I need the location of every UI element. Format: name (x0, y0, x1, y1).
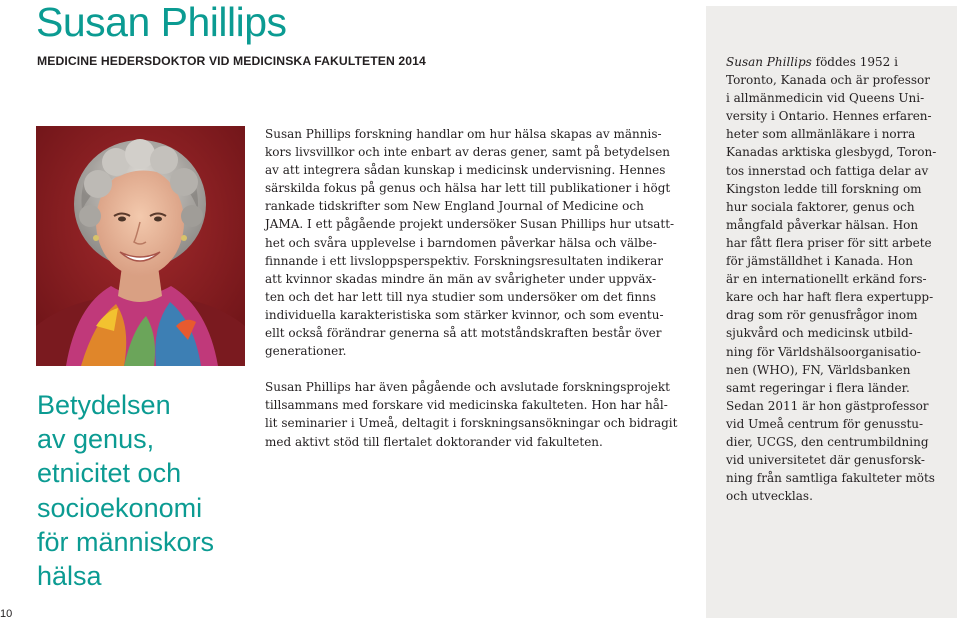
paragraph-spacer (265, 360, 673, 378)
text-line: lit seminarier i Umeå, deltagit i forskningsansökningar och bidragit (265, 416, 678, 431)
text-line: sjukvård och medicinsk utbild- (726, 326, 913, 341)
text-line: och utvecklas. (726, 489, 813, 504)
text-line (726, 53, 954, 71)
text-line: för jämställdhet i Kanada. Hon (726, 254, 913, 269)
bio-name: Susan Phillips (726, 55, 812, 69)
text-line: rankade tidskrifter som New England Journal of Medicine och (265, 199, 644, 214)
text-line: av att integrera sådan kunskap i medicinsk undervisning. Hennes (265, 163, 666, 178)
text-line: vid universitetet där genusforsk- (726, 453, 925, 468)
text-line: finnande i ett livsloppsperspektiv. Forskningsresultaten indikerar (265, 253, 664, 268)
text-line: kors livsvillkor och inte enbart av deras gener, samt på betydelsen (265, 145, 671, 160)
portrait-photo (36, 126, 245, 366)
text-line: nen (WHO), FN, Världsbanken (726, 362, 911, 377)
text-line: hur sociala faktorer, genus och (726, 199, 915, 214)
text-line: är en internationellt erkänd fors- (726, 272, 927, 287)
tagline-line: Betydelsen (37, 390, 171, 420)
text-line: ten och det har lett till nya studier som undersöker om det finns (265, 289, 657, 304)
text-line: Sedan 2011 är hon gästprofessor (726, 398, 929, 413)
bio-first-line: föddes 1952 i (811, 55, 898, 69)
text-line: samt regeringar i flera länder. (726, 380, 910, 395)
text-line: ellt också förändrar generna så att motståndskraften består över (265, 326, 662, 341)
text-line: i allmänmedicin vid Queens Uni- (726, 91, 925, 106)
text-line: ning från samtliga fakulteter möts (726, 471, 935, 486)
text-line: Susan Phillips har även pågående och avslutade forskningsprojekt (265, 380, 670, 395)
page-title: Susan Phillips (36, 0, 287, 45)
text-line: tos innerstad och fattiga delar av (726, 163, 929, 178)
page-number: 10 (0, 608, 13, 620)
text-line: JAMA. I ett pågående projekt undersöker Susan Phillips hur utsatt- (265, 217, 675, 232)
tagline-line: av genus, (37, 424, 155, 455)
text-line: ning för Världshälsoorganisatio- (726, 344, 921, 359)
tagline (37, 388, 252, 593)
text-line: vid Umeå centrum för genusstu- (726, 416, 924, 431)
body-paragraph-2 (265, 378, 678, 450)
text-line: Kingston ledde till forskning om (726, 181, 922, 196)
body-text (265, 125, 678, 451)
text-line: mångfald påverkar hälsan. Hon (726, 217, 919, 232)
text-line: Toronto, Kanada och är professor (726, 73, 930, 88)
text-line: har fått flera priser för sitt arbete (726, 235, 932, 250)
bio-text (726, 53, 954, 505)
text-line: dier, UCGS, den centrumbildning (726, 434, 929, 449)
tagline-line: för människors (37, 526, 215, 557)
page-subtitle: MEDICINE HEDERSDOKTOR VID MEDICINSKA FAKULTETEN 2014 (37, 54, 426, 68)
text-line: het och svåra upplevelse i barndomen påverkar hälsa och välbe- (265, 235, 657, 250)
tagline-line: socioekonomi (37, 492, 203, 523)
text-line: individuella karakteristiska som stärker kvinnor, och som eventu- (265, 307, 664, 322)
text-line: särskilda fokus på genus och hälsa har lett till publikationer i högt (265, 181, 671, 196)
text-line: versity i Ontario. Hennes erfaren- (726, 109, 932, 124)
tagline-line: etnicitet och (37, 458, 182, 489)
bio-sidebar (706, 6, 957, 618)
text-line: Kanadas arktiska glesbygd, Toron- (726, 145, 937, 160)
text-line: generationer. (265, 344, 347, 359)
text-line: med aktivt stöd till flertalet doktorander vid fakulteten. (265, 434, 603, 449)
text-line: tillsammans med forskare vid medicinska fakulteten. Hon har hål- (265, 398, 668, 413)
text-line: att kvinnor skadas mindre än män av svårigheter under uppväx- (265, 271, 657, 286)
text-line: heter som allmänläkare i norra (726, 127, 916, 142)
tagline-line: hälsa (37, 561, 102, 592)
body-paragraph-1 (265, 125, 673, 360)
text-line: Susan Phillips forskning handlar om hur hälsa skapas av männis- (265, 127, 662, 141)
text-line: drag som rör genusfrågor inom (726, 308, 918, 323)
text-line: kare och har haft flera expertupp- (726, 290, 934, 305)
